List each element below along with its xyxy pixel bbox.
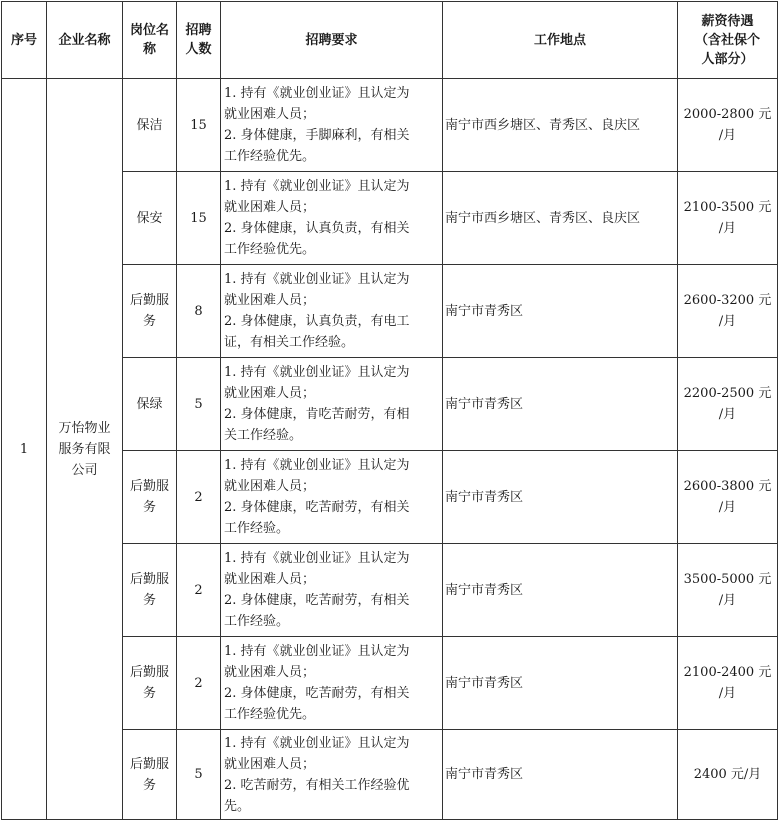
count-cell [177,79,221,172]
count-cell [177,544,221,637]
salary-cell [678,544,778,637]
count-cell [177,172,221,265]
location-text: 南宁市西乡塘区、青秀区、良庆区 [445,210,641,226]
location-cell [443,730,678,820]
req-line: 就业困难人员； [224,479,316,494]
req-line: 工作经验。 [224,614,290,629]
req-line: 工作经验。 [224,521,290,536]
header-line: 人部分） [701,51,754,67]
count-value: 2 [194,489,203,505]
header-line: （含社保个 [694,32,760,48]
count-cell [177,358,221,451]
req-line: 工作经验优先。 [224,149,316,164]
header-line: 薪资待遇 [701,13,754,29]
req-line: 就业困难人员； [224,200,316,215]
req-line: 就业困难人员； [224,293,316,308]
requirements-cell [221,544,443,637]
header-line: 招聘 [185,23,212,38]
post-name: 务 [142,777,156,793]
salary-line: /月 [718,128,737,143]
req-line: 2. 身体健康，吃苦耐劳，有相关 [224,686,410,701]
count-value: 5 [194,396,203,412]
location-text: 南宁市青秀区 [445,396,524,412]
req-line: 2. 身体健康，手脚麻利，有相关 [224,128,410,143]
location-text: 南宁市青秀区 [445,675,524,691]
salary-cell [678,172,778,265]
requirements-cell [221,451,443,544]
salary-line: 2400 元/月 [693,767,762,782]
location-cell [443,265,678,358]
location-text: 南宁市青秀区 [445,767,524,782]
post-name: 保安 [136,210,163,226]
post-name: 后勤服 [129,572,169,587]
header-location [443,2,678,79]
salary-cell [678,730,778,820]
company-cell [47,79,123,820]
header-line: 招聘要求 [305,32,358,48]
req-line: 工作经验优先。 [224,707,316,722]
req-line: 就业困难人员； [224,386,316,401]
count-value: 15 [190,117,207,133]
seq-number: 1 [19,441,29,457]
header-post [123,2,177,79]
header-line: 序号 [10,32,37,48]
requirements-cell [221,265,443,358]
req-line: 2. 身体健康，吃苦耐劳，有相关 [224,593,410,608]
post-name: 务 [142,593,156,608]
location-cell [443,451,678,544]
req-line: 2. 身体健康，认真负责，有电工 [224,314,410,329]
count-cell [177,730,221,820]
post-cell [123,544,177,637]
header-line: 岗位名 [129,23,169,38]
post-name: 后勤服 [129,756,169,772]
requirements-cell [221,79,443,172]
company-line: 服务有限 [58,441,111,457]
req-line: 1. 持有《就业创业证》且认定为 [224,272,410,287]
company-line: 万怡物业 [58,420,111,436]
req-line: 就业困难人员； [224,107,316,122]
post-name: 务 [142,686,156,701]
post-name: 后勤服 [129,479,169,494]
salary-line: 2000-2800 元 [683,107,772,122]
location-cell [443,79,678,172]
salary-line: 3500-5000 元 [683,572,772,587]
company-line: 公司 [71,462,98,478]
header-company [47,2,123,79]
count-cell [177,637,221,730]
req-line: 1. 持有《就业创业证》且认定为 [224,735,410,751]
req-line: 1. 持有《就业创业证》且认定为 [224,179,410,194]
location-cell [443,637,678,730]
table-row [2,79,778,172]
requirements-cell [221,637,443,730]
post-cell [123,79,177,172]
req-line: 1. 持有《就业创业证》且认定为 [224,365,410,380]
post-name: 后勤服 [129,293,169,308]
salary-line: /月 [718,500,737,515]
req-line: 1. 持有《就业创业证》且认定为 [224,458,410,473]
location-cell [443,358,678,451]
count-value: 15 [190,210,207,226]
salary-line: /月 [718,221,737,236]
salary-line: /月 [718,593,737,608]
req-line: 2. 身体健康，肯吃苦耐劳，有相 [224,407,410,422]
req-line: 就业困难人员； [224,756,316,772]
req-line: 关工作经验。 [224,428,303,443]
post-name: 保绿 [136,396,163,412]
req-line: 证，有相关工作经验。 [224,335,355,350]
requirements-cell [221,172,443,265]
post-cell [123,172,177,265]
seq-cell [2,79,47,820]
req-line: 2. 身体健康，认真负责，有相关 [224,221,410,236]
location-text: 南宁市青秀区 [445,489,524,505]
count-cell [177,265,221,358]
salary-line: /月 [718,407,737,422]
header-line: 人数 [185,42,212,57]
req-line: 1. 持有《就业创业证》且认定为 [224,86,410,101]
count-cell [177,451,221,544]
req-line: 1. 持有《就业创业证》且认定为 [224,644,410,659]
count-value: 2 [194,675,203,691]
post-cell [123,265,177,358]
salary-cell [678,265,778,358]
location-text: 南宁市青秀区 [445,303,524,319]
post-cell [123,451,177,544]
header-line: 工作地点 [533,32,586,48]
header-salary [678,2,778,79]
count-value: 2 [194,582,203,598]
post-name: 保洁 [136,117,163,133]
post-name: 务 [142,500,156,515]
req-line: 就业困难人员； [224,665,316,680]
salary-cell [678,358,778,451]
post-cell [123,358,177,451]
req-line: 工作经验优先。 [224,242,316,257]
post-name: 后勤服 [129,665,169,680]
location-text: 南宁市西乡塘区、青秀区、良庆区 [445,117,641,133]
salary-cell [678,637,778,730]
recruitment-table [1,1,778,820]
requirements-cell [221,730,443,820]
header-row [2,2,778,79]
post-cell [123,730,177,820]
salary-cell [678,79,778,172]
salary-line: 2600-3200 元 [683,293,772,308]
count-value: 5 [194,767,203,782]
salary-line: 2600-3800 元 [683,479,772,494]
salary-line: /月 [718,314,737,329]
req-line: 2. 身体健康，吃苦耐劳，有相关 [224,500,410,515]
salary-line: 2100-3500 元 [683,200,772,215]
req-line: 先。 [224,798,251,814]
req-line: 1. 持有《就业创业证》且认定为 [224,551,410,566]
salary-cell [678,451,778,544]
req-line: 2. 吃苦耐劳，有相关工作经验优 [224,777,410,793]
post-name: 务 [142,314,156,329]
count-value: 8 [194,303,203,319]
location-cell [443,172,678,265]
header-line: 企业名称 [58,32,111,48]
requirements-cell [221,358,443,451]
salary-line: /月 [718,686,737,701]
salary-line: 2100-2400 元 [683,665,772,680]
header-count [177,2,221,79]
location-text: 南宁市青秀区 [445,582,524,598]
post-cell [123,637,177,730]
header-requirements [221,2,443,79]
location-cell [443,544,678,637]
req-line: 就业困难人员； [224,572,316,587]
header-seq [2,2,47,79]
header-line: 称 [142,42,156,57]
salary-line: 2200-2500 元 [683,386,772,401]
